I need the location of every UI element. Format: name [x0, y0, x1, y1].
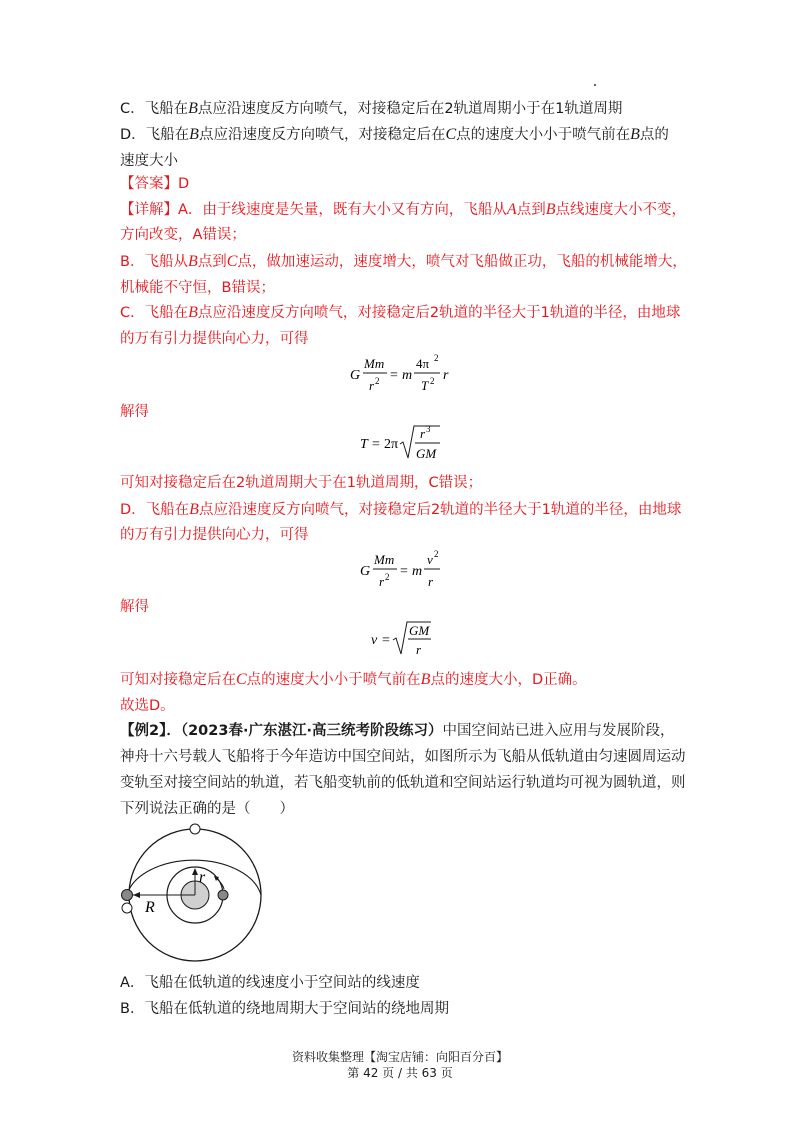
f2-num: r: [420, 426, 426, 441]
f1-G: G: [350, 368, 361, 383]
explain-c: C．飞船在B点应沿速度反方向喷气，对接稳定后2轨道的半径大于1轨道的半径，由地球: [120, 304, 681, 321]
f2-den: GM: [416, 446, 437, 461]
f1-exp3: 2: [430, 376, 435, 386]
formula-velocity: [371, 618, 441, 666]
scan-dot: [594, 84, 596, 86]
f2-exp: 3: [426, 424, 431, 434]
explain-d: D．飞船在B点应沿速度反方向喷气，对接稳定后2轨道的半径大于1轨道的半径，由地球: [120, 501, 682, 518]
f3-num2: v: [427, 552, 433, 567]
solve-1: 解得: [120, 404, 149, 420]
label-R: R: [145, 899, 155, 916]
option-b: B．飞船在低轨道的绕地周期大于空间站的绕地周期: [120, 1001, 449, 1017]
explain-d-conclusion: 可知对接稳定后在C点的速度大小小于喷气前在B点的速度大小，D正确。: [120, 671, 587, 688]
option-c: C．飞船在B点应沿速度反方向喷气，对接稳定后在2轨道周期小于在1轨道周期: [120, 100, 623, 117]
f2-eq: =: [372, 437, 380, 452]
option-d: D．飞船在B点应沿速度反方向喷气，对接稳定后在C点的速度大小小于喷气前在B点的: [120, 126, 669, 143]
f3-den2: r: [428, 574, 434, 589]
radius-R-arrow: [133, 892, 140, 898]
explain-d-cont: 的万有引力提供向心力，可得: [120, 527, 309, 543]
formula-gravitation-velocity: [360, 548, 450, 600]
f4-v: v: [371, 633, 378, 648]
f3-G: G: [360, 564, 371, 579]
f1-r: r: [443, 368, 449, 383]
explain-c-cont: 的万有引力提供向心力，可得: [120, 331, 309, 347]
option-a: A．飞船在低轨道的线速度小于空间站的线速度: [120, 975, 420, 991]
explain-b-cont: 机械能不守恒，B错误；: [120, 280, 275, 296]
f1-den: r: [369, 378, 375, 393]
f3-exp2: 2: [434, 549, 439, 559]
footer-source: 资料收集整理【淘宝店铺：向阳百分百】: [291, 1050, 508, 1064]
f1-m: m: [402, 368, 413, 383]
example-2-line2: 神舟十六号载人飞船将于今年造访中国空间站，如图所示为飞船从低轨道由匀速圆周运动: [120, 749, 686, 765]
space-station-left: [122, 903, 132, 913]
example-2-title: 【例2】．（2023春·广东湛江·高三统考阶段练习）中国空间站已进入应用与发展阶段，: [120, 723, 675, 739]
f2-T: T: [360, 437, 368, 452]
spacecraft-low: [218, 890, 228, 900]
space-station-top: [190, 824, 200, 834]
f3-eq: =: [400, 564, 408, 579]
label-r: r: [199, 869, 206, 886]
example-2-line4: 下列说法正确的是（ ）: [120, 801, 294, 817]
f4-num: GM: [409, 623, 430, 638]
f3-den: r: [379, 574, 385, 589]
f1-eq: =: [390, 368, 398, 383]
final-choice: 故选D。: [120, 698, 175, 714]
spacecraft-left: [122, 890, 133, 901]
f4-den: r: [416, 642, 422, 657]
f1-num2: 4π: [416, 356, 430, 371]
solve-2: 解得: [120, 599, 149, 615]
f1-den2: T: [421, 378, 429, 393]
explain-b: B．飞船从B点到C点，做加速运动，速度增大，喷气对飞船做正功，飞船的机械能增大，: [120, 253, 687, 270]
radius-r-arrow: [192, 868, 198, 875]
orbit-diagram: [115, 822, 275, 966]
answer: 【答案】D: [120, 176, 190, 192]
f3-exp: 2: [385, 572, 390, 582]
f1-num: Mm: [364, 356, 385, 371]
f1-exp: 2: [375, 376, 380, 386]
f3-num: Mm: [374, 552, 395, 567]
f2-2pi: 2π: [384, 437, 399, 452]
formula-period: [360, 422, 450, 470]
f4-eq: =: [382, 633, 390, 648]
page-number: 第 42 页 / 共 63 页: [347, 1066, 453, 1080]
explain-c-conclusion: 可知对接稳定后在2轨道周期大于在1轨道周期，C错误；: [120, 475, 483, 491]
f1-exp2: 2: [434, 353, 439, 363]
explain-a-cont: 方向改变，A错误；: [120, 227, 246, 243]
formula-gravitation-period: [350, 352, 460, 404]
f3-m: m: [412, 564, 423, 579]
example-2-line3: 变轨至对接空间站的轨道，若飞船变轨前的低轨道和空间站运行轨道均可视为圆轨道，则: [120, 775, 686, 791]
explain-a: 【详解】A．由于线速度是矢量，既有大小又有方向，飞船从A点到B点线速度大小不变，: [120, 201, 686, 218]
option-d-cont: 速度大小: [120, 153, 178, 169]
